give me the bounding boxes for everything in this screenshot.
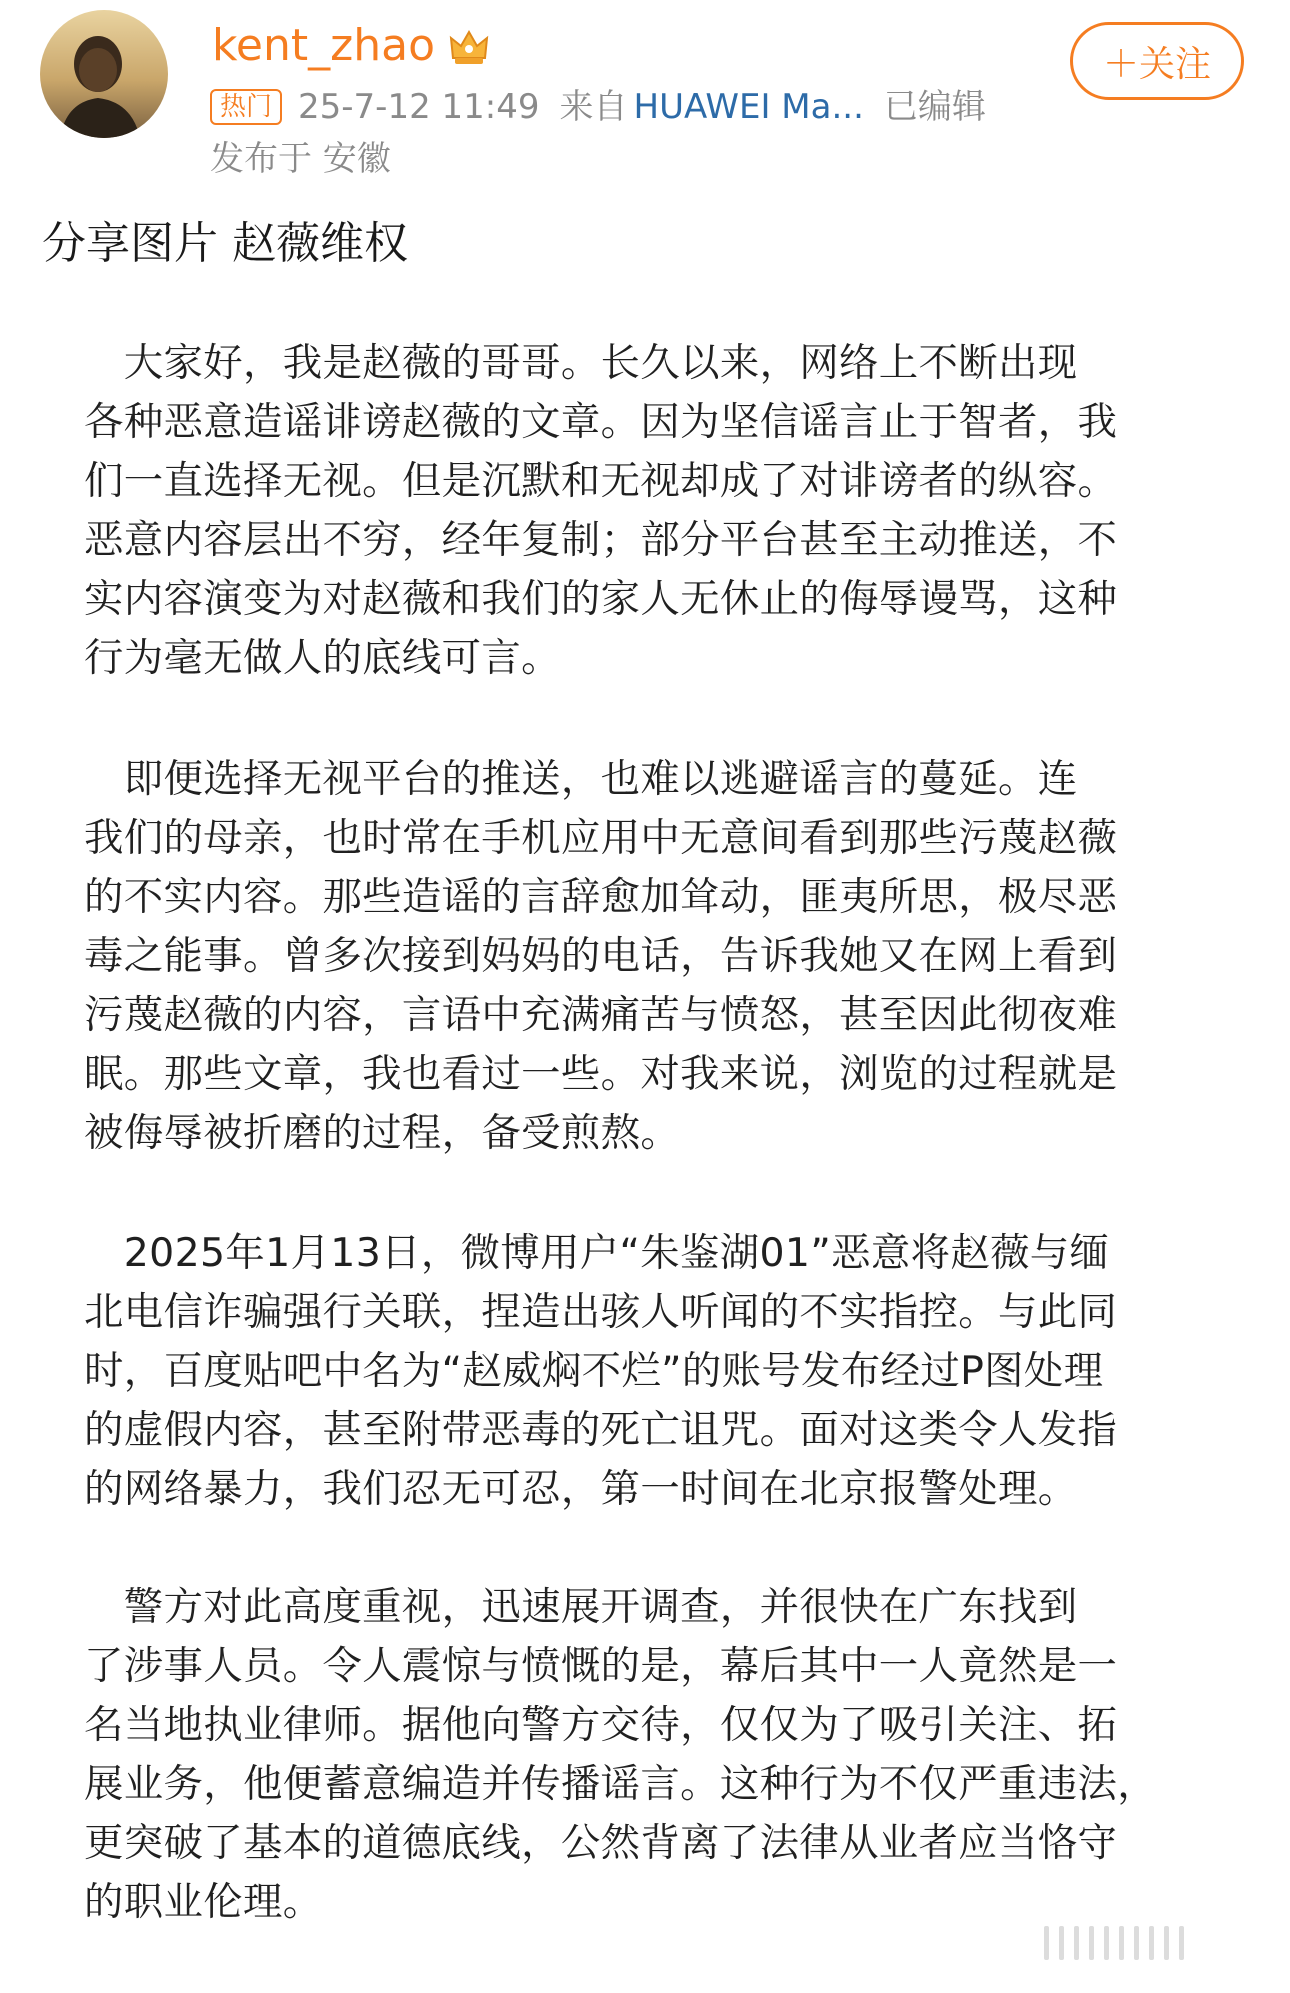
crown-icon[interactable] [447, 24, 491, 68]
avatar[interactable] [40, 10, 168, 138]
statement-line: 的不实内容。那些造谣的言辞愈加耸动，匪夷所思，极尽恶 [84, 874, 1118, 920]
statement-line: 各种恶意造谣诽谤赵薇的文章。因为坚信谣言止于智者，我 [84, 399, 1118, 445]
post-location: 发布于 安徽 [210, 139, 391, 179]
post-text: 分享图片 赵薇维权 [42, 218, 408, 269]
follow-button[interactable]: ＋关注 [1070, 22, 1244, 100]
statement-line: 2025年1月13日，微博用户“朱鉴湖01”恶意将赵薇与缅 [84, 1230, 1110, 1276]
statement-line: 的网络暴力，我们忍无可忍，第一时间在北京报警处理。 [84, 1466, 1078, 1512]
statement-line: 被侮辱被折磨的过程，备受煎熬。 [84, 1110, 681, 1156]
statement-line: 的职业伦理。 [84, 1879, 323, 1925]
source-prefix: 来自 [559, 87, 628, 127]
statement-line: 警方对此高度重视，迅速展开调查，并很快在广东找到 [84, 1584, 1078, 1630]
statement-paragraph-2 [84, 750, 1244, 1163]
watermark-icon [1044, 1926, 1184, 1960]
username[interactable]: kent_zhao [212, 20, 435, 71]
username-row [212, 18, 491, 74]
statement-line: 大家好，我是赵薇的哥哥。长久以来，网络上不断出现 [84, 340, 1078, 386]
statement-line: 污蔑赵薇的内容，言语中充满痛苦与愤怒，甚至因此彻夜难 [84, 992, 1118, 1038]
edited-label[interactable]: 已编辑 [883, 87, 986, 127]
statement-line: 恶意内容层出不穷，经年复制；部分平台甚至主动推送，不 [84, 517, 1118, 563]
statement-line: 名当地执业律师。据他向警方交待，仅仅为了吸引关注、拓 [84, 1702, 1118, 1748]
statement-line: 即便选择无视平台的推送，也难以逃避谣言的蔓延。连 [84, 756, 1078, 802]
avatar-photo [40, 10, 168, 138]
device-link[interactable]: HUAWEI Ma... [633, 87, 864, 127]
statement-line: 们一直选择无视。但是沉默和无视却成了对诽谤者的纵容。 [84, 458, 1118, 504]
statement-line: 实内容演变为对赵薇和我们的家人无休止的侮辱谩骂，这种 [84, 576, 1118, 622]
statement-line: 时，百度贴吧中名为“赵威焖不烂”的账号发布经过P图处理 [84, 1348, 1104, 1394]
statement-line: 毒之能事。曾多次接到妈妈的电话，告诉我她又在网上看到 [84, 933, 1118, 979]
statement-paragraph-1 [84, 334, 1244, 688]
statement-paragraph-4 [84, 1578, 1244, 1932]
statement-line: 展业务，他便蓄意编造并传播谣言。这种行为不仅严重违法， [84, 1761, 1157, 1807]
statement-line: 的虚假内容，甚至附带恶毒的死亡诅咒。面对这类令人发指 [84, 1407, 1118, 1453]
statement-line: 北电信诈骗强行关联，捏造出骇人听闻的不实指控。与此同 [84, 1289, 1118, 1335]
shared-image[interactable] [50, 334, 1240, 1984]
statement-line: 了涉事人员。令人震惊与愤慨的是，幕后其中一人竟然是一 [84, 1643, 1118, 1689]
statement-line: 更突破了基本的道德底线，公然背离了法律从业者应当恪守 [84, 1820, 1118, 1866]
hot-badge: 热门 [210, 89, 282, 125]
statement-line: 眠。那些文章，我也看过一些。对我来说，浏览的过程就是 [84, 1051, 1118, 1097]
statement-line: 我们的母亲，也时常在手机应用中无意间看到那些污蔑赵薇 [84, 815, 1118, 861]
statement-paragraph-3 [84, 1224, 1244, 1519]
post-time: 25-7-12 11:49 [298, 87, 540, 127]
post-meta [210, 84, 986, 130]
statement-line: 行为毫无做人的底线可言。 [84, 635, 561, 681]
